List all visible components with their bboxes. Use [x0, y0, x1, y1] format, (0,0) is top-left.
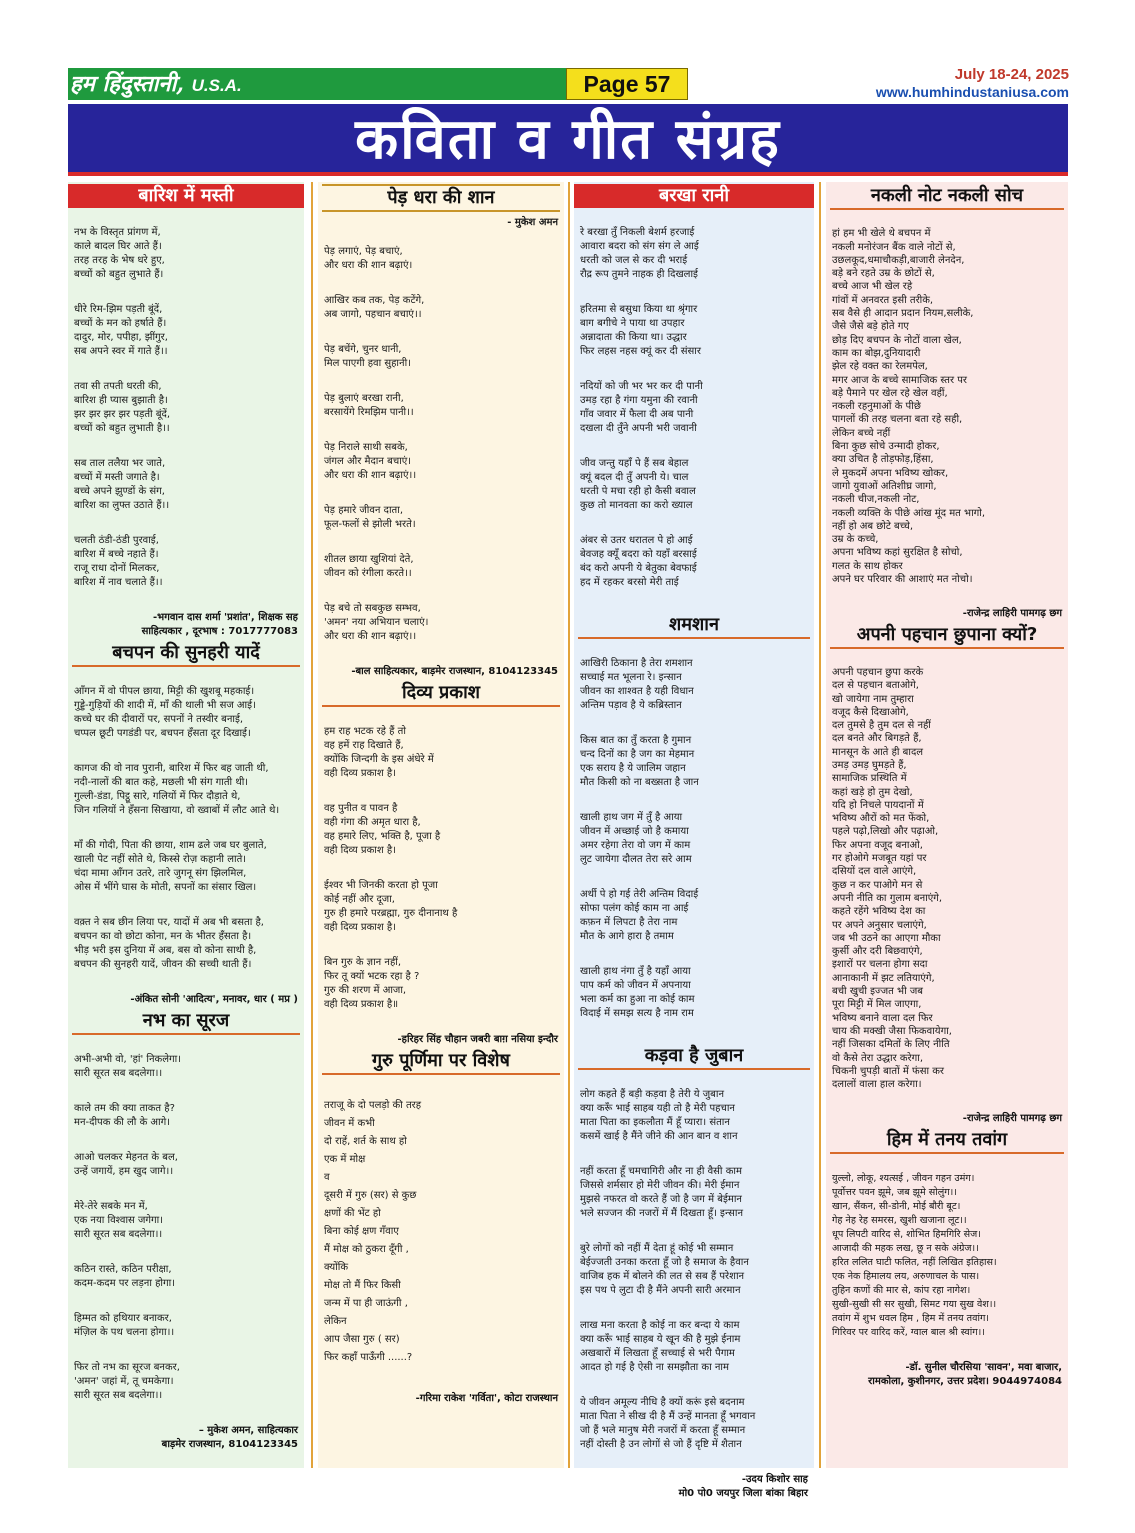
poem-title: गुरु पूर्णिमा पर विशेष	[322, 1049, 560, 1075]
poem-body	[826, 653, 1068, 1112]
poem-author: -अंकित सोनी 'आदित्य', मनावर, धार ( मप्र )	[130, 994, 298, 1005]
poem-author: – मुकेश अमन, साहित्यकार बाड़मेर राजस्थान, 8104123345	[161, 1425, 298, 1450]
masthead-brand	[70, 70, 242, 100]
column-divider	[819, 182, 821, 1468]
stanza: पेड़ हमारे जीवन दाता, फूल-फलों से झोली भरते।	[324, 505, 416, 530]
poem-title: नकली नोट नकली सोच	[830, 184, 1064, 210]
column-4	[826, 182, 1068, 1468]
column-1	[68, 182, 304, 1468]
poem-body	[574, 1074, 814, 1473]
stanza: बुरे लोगों को नहीं मैं देता हूं कोई भी सम्मान बेईज्जती उनका करता हूँ जो है समाज के हैवान वाजिब हक में बोलने की लत से सब हैं परेशान इस पथ पे लुटा दी है मैंने अपनी सारी अरमान	[580, 1243, 749, 1296]
stanza: पेड़ बचे तो सबकुछ सम्भव, 'अमन' नया अभियान चलाएं। और धरा की शान बढ़ाएं।।	[324, 603, 429, 642]
column-divider	[311, 182, 313, 1468]
stanza: आखिर कब तक, पेड़ कटेंगे, अब जागो, पहचान बचाएं।।	[324, 295, 425, 320]
stanza: लाख मना करता है कोई ना कर बन्दा ये काम क्या करूँ भाई साहब ये खून की है मुझे ईनाम अखबारों में लिखता हूँ सच्चाई से भरी पैगाम आदत हो गई है ऐसी ना समझौता का नाम	[580, 1320, 741, 1373]
website-link[interactable]: www.humhindustaniusa.com	[875, 84, 1069, 100]
poem-title: बरखा रानी	[574, 184, 814, 208]
stanza: पेड़ लगाएं, पेड़ बचाएं, और धरा की शान बढ़ाएं।	[324, 246, 413, 271]
stanza: धीरे रिम-झिम पड़ती बूंदें, बच्चों के मन को हर्षाते हैं। दादुर, मोर, पपीहा, झींगुर, सब अपने स्वर में गाते हैं।।	[74, 304, 168, 357]
stanza: वह पुनीत व पावन है वही गंगा की अमृत धारा है, वह हमारे लिए, भक्ति है, पूजा है वही दिव्य प्रकाश है।	[324, 803, 441, 856]
poem-body	[68, 1039, 304, 1424]
stanza: माँ की गोदी, पिता की छाया, शाम ढले जब घर बुलाते, खाली पेट नहीं सोते थे, किस्से रोज़ कहानी लाते। चंदा मामा आँगन उतरे, तारे जुगनू संग झिलमिल, ओस में भींगे घास के मोती, सपनों का संसार खिल।	[74, 840, 267, 893]
stanza: शीतल छाया खुशियां देते, जीवन को रंगीला करते।।	[324, 554, 414, 579]
stanza: तराजू के दो पलड़ो की तरह जीवन में कभी दो राहें, शर्त के साथ हो एक में मोक्ष व दूसरी में गुरु (सर) से कुछ क्षणों की भेंट हो बिना कोई क्षण गँवाए मैं मोक्ष को ठुकरा दूँगी , क्योंकि मोक्ष तो मैं फिर किसी जन्म में पा ही जाऊंगी , लेकिन आप जैसा गुरु ( सर) फिर कहाँ पाऊँगी ......?	[324, 1100, 422, 1363]
stanza: अर्थी पे हो गई तेरी अन्तिम विदाई सोफा पलंग कोई काम ना आई कफ़न में लिपटा है तेरा नाम मौत के आगे हारा है तमाम	[580, 889, 699, 942]
section-banner: कविता व गीत संग्रह	[68, 104, 1068, 176]
poem-title: दिव्य प्रकाश	[322, 681, 560, 707]
poem-author: -डॉ. सुनील चौरसिया 'सावन', मवा बाजार, रामकोला, कुशीनगर, उत्तर प्रदेश। 9044974084	[868, 1361, 1062, 1387]
stanza: किस बात का तुँ करता है गुमान चन्द दिनों का है जग का मेहमान एक सराय है ये जालिम जहान मौत किसी को ना बख्सता है जान	[580, 735, 699, 788]
poem-body	[68, 212, 304, 611]
stanza: नदियों को जी भर भर कर दी पानी उमड़ रहा है गंगा यमुना की रवानी गाँव जवार में फैला दी अब पानी दखला दी तुँने अपनी भरी जवानी	[580, 381, 703, 434]
brand-name: हम हिंदुस्तानी,	[70, 71, 184, 97]
stanza: तवा सी तपती धरती की, बारिश ही प्यास बुझाती है। झर झर झर झर पड़ती बूंदें, बच्चों को बहुत लुभाती है।।	[74, 381, 171, 434]
poem-title: बारिश में मस्ती	[68, 184, 304, 208]
poem-author: -हरिहर सिंह चौहान जबरी बाग़ नसिया इन्दौर	[397, 1034, 558, 1045]
poem-title: शमशान	[578, 613, 810, 639]
stanza: फिर तो नभ का सूरज बनकर, 'अमन' जहां में, तू चमकेगा। सारी सूरत सब बदलेगा।।	[74, 1362, 180, 1401]
poem-body	[826, 1158, 1068, 1361]
poem-title: अपनी पहचान छुपाना क्यों?	[830, 623, 1064, 649]
stanza: लोग कहते हैं बड़ी कड़वा है तेरी ये जुबान क्या करूँ भाई साहब यही तो है मेरी पहचान माता पिता का इकलौता मैं हूँ प्यारा। संतान कसमें खाई है मैंने जीने की आन बान व शान	[580, 1089, 738, 1142]
stanza: आँगन में वो पीपल छाया, मिट्टी की खुशबू महकाई। गुड्डे-गुड़ियों की शादी में, माँ की थाली भी सज आई। कच्चे घर की दीवारों पर, सपनों ने तस्वीर बनाई, चप्पल छूटी पगडंडी पर, बचपन हँसता दूर दिखाई।	[74, 686, 256, 739]
stanza: युल्लो, लोकू, श्यत्सई , जीवन गहन उमंग। पूर्वोत्तर पवन झूमे, जब झूमे सोलुंग।। खान, सैंकन, सी-डोनी, मोई बौरी बूट। गेह नेह रेह समरस, खुशी खजाना लूट।। धूप लिपटी वारिद से, शोभित हिमगिरि सेज। आजादी की महक लख, छू न सके अंग्रेज।। हरित ललित घाटी फलित, नहीं लिखित इतिहास। एक नेक हिमालय लय, अरुणाचल के पास। तुहिन कणों की मार से, कांप रहा नागेश। सुखी-सुखी सी सर सुखी, सिमट गया सुख वेश।। तवांग में शुभ धवल हिम , हिम में तनय तवांग। गिरिवर पर वारिद करें, ग्वाल बाल श्री स्वांग।।	[832, 1172, 997, 1338]
poem-author: -राजेन्द्र लाहिरी पामगढ़ छग	[962, 607, 1062, 619]
poem-title: नभ का सूरज	[72, 1009, 300, 1035]
stanza: चलती ठंडी-ठंडी पुरवाई, बारिश में बच्चे नहाते हैं। राजू राधा दोनों मिलकर, बारिश में नाव चलाते हैं।।	[74, 535, 163, 588]
stanza: काले तम की क्या ताकत है? मन-दीपक की लौ के आगे।	[74, 1103, 175, 1128]
poem-body	[318, 1079, 564, 1392]
poem-author: -राजेन्द्र लाहिरी पामगढ़ छग	[962, 1112, 1062, 1124]
stanza: खाली हाथ जग में तुँ है आया जीवन में अच्छाई जो है कमाया अमर रहेगा तेरा वो जग में काम लुट जायेगा दौलत तेरा सरे आम	[580, 812, 692, 865]
column-2	[318, 182, 564, 1468]
stanza: कागज की वो नाव पुरानी, बारिश में फिर बह जाती थी, नदी-नालों की बात कहे, मछली भी संग गाती थी। गुल्ली-डंडा, पिट्ठू सारे, गलियों में फिर दौड़ाते थे, जिन गलियों ने हँसना सिखाया, वो ख्वाबों में लौट आते थे।	[74, 763, 280, 816]
column-divider	[568, 182, 570, 1468]
poem-body	[68, 671, 304, 993]
page-number: Page 57	[566, 68, 688, 100]
column-3	[574, 182, 814, 1499]
stanza: कठिन रास्ते, कठिन परीक्षा, कदम-कदम पर लड़ना होगा।	[74, 1264, 176, 1289]
poem-title: कड़वा है जुबान	[578, 1044, 810, 1070]
poem-title: हिम में तनय तवांग	[830, 1128, 1064, 1154]
poem-byline: - मुकेश अमन	[507, 217, 558, 228]
stanza: नहीं करता हूँ चमचागिरी और ना ही वैसी काम जिससे शर्मसार हो मेरी जीवन की। मेरी ईमान मुझसे नफरत वो करते हैं जो है जग में बेईमान भले सज्जन की नजरों में मैं दिखता हूँ। इन्सान	[580, 1166, 744, 1219]
poem-author: -गरिमा राकेश 'गर्विता', कोटा राजस्थान	[415, 1393, 558, 1404]
poem-body	[318, 711, 564, 1033]
stanza: नभ के विस्तृत प्रांगण में, काले बादल घिर आते हैं। तरह तरह के भेष धरे हुए, बच्चों को बहुत लुभाते हैं।	[74, 227, 165, 280]
poem-author: -भगवान दास शर्मा 'प्रशांत', शिक्षक सह साहित्यकार , दूरभाष : 7017777083	[141, 612, 298, 637]
poem-body	[318, 231, 564, 665]
stanza: वक़्त ने सब छीन लिया पर, यादों में अब भी बसता है, बचपन का वो छोटा कोना, मन के भीतर हँसता है। भीड़ भरी इस दुनिया में अब, बस वो कोना साथी है, बचपन की सुनहरी यादें, जीवन की सच्ची थाती हैं।	[74, 917, 264, 970]
poem-title: बचपन की सुनहरी यादें	[72, 641, 300, 667]
stanza: पेड़ बुलाएं बरखा रानी, बरसायेंगे रिमझिम पानी।।	[324, 393, 414, 418]
stanza: बिन गुरु के ज्ञान नहीं, फिर तू क्यों भटक रहा है ? गुरु की शरण में आजा, वही दिव्य प्रकाश है॥	[324, 957, 420, 1010]
stanza: आखिरी ठिकाना है तेरा शमशान सच्चाई मत भूलना रे। इन्सान जीवन का शाश्वत है यही विधान अन्तिम पड़ाव है ये कब्रिस्तान	[580, 658, 694, 711]
stanza: हां हम भी खेले थे बचपन में नकली मनोरंजन बैंक वाले नोटों से, उछलकूद,धमाचौकड़ी,बाजारी लेनदेन, बड़े बने रहते उम्र के छोटों से, बच्चे आज भी खेल रहे गांवों में अनवरत इसी तरीके, सब वैसे ही आदान प्रदान नियम,सलीके, जैसे जैसे बड़े होते गए छोड़ दिए बचपन के नोटों वाला खेल, काम का बोझ,दुनियादारी झेल रहे वक्त का रेलमपेल, मगर आज के बच्चे सामाजिक स्तर पर बड़े पैमाने पर खेल रहे खेल वहीं, नकली रहनुमाओं के पीछे पागलों की तरह चलना बता रहे सही, लेकिन बच्चे नहीं बिना कुछ सोचे उन्मादी होकर, क्या उचित है तोड़फोड़,हिंसा, ले मुकदमें अपना भविष्य खोकर, जागो युवाओं अतिशीघ्र जागो, नकली चीज,नकली नोट, नकली व्यक्ति के पीछे आंख मूंद मत भागो, नहीं हो अब छोटे बच्चे, उम्र के कच्चे, अपना भविष्य कहां सुरक्षित है सोचो, गलत के साथ होकर अपने घर परिवार की आशाएं मत नोचो।	[832, 228, 986, 586]
stanza: ये जीवन अमूल्य नीधि है क्यों करूं इसे बदनाम माता पिता ने सीख दी है मैं उन्हें मानता हूँ भगवान जो हैं भले मानुष मेरी नजरों में करता हूँ सम्मान नहीं दोस्ती है उन लोगों से जो हैं दृष्टि में शैतान	[580, 1397, 756, 1450]
stanza: अंबर से उतर धरातल पे हो आई बेवजह क्यूँ बदरा को यहाँ बरसाई बंद करो अपनी ये बेतुका बेवफाई हद में रहकर बरसो मेरी ताई	[580, 535, 697, 588]
issue-date: July 18-24, 2025	[954, 66, 1069, 83]
stanza: हरितमा से बसुधा किया था श्रृंगार बाग बगीचे ने पाया था उपहार अन्नादाता की किया था। उद्धार फिर लहस नहस क्यूं कर दी संसार	[580, 304, 701, 357]
brand-suffix: U.S.A.	[191, 76, 242, 95]
stanza: पेड़ निराले साथी सबके, जंगल और मैदान बचाएं। और धरा की शान बढ़ाएं।।	[324, 442, 417, 481]
stanza: हम राह भटक रहे हैं तो वह हमें राह दिखाते हैं, क्योंकि जिन्दगी के इस अंधेरे में वही दिव्य प्रकाश है।	[324, 726, 434, 779]
stanza: मेरे-तेरे सबके मन में, एक नया विश्वास जगेगा। सारी सूरत सब बदलेगा।।	[74, 1201, 164, 1240]
stanza: ईश्वर भी जिनकी करता हो पूजा कोई नहीं और दूजा, गुरु ही हमारे परब्रह्मा, गुरु दीनानाथ है वही दिव्य प्रकाश है।	[324, 880, 458, 933]
poem-body	[826, 214, 1068, 607]
poem-body	[574, 643, 814, 1042]
poem-author: -उदय किशोर साह मो0 पो0 जयपुर जिला बांका बिहार	[678, 1474, 808, 1499]
poem-author: -बाल साहित्यकार, बाड़मेर राजस्थान, 8104123345	[351, 666, 558, 677]
stanza: रे बरखा तुँ निकली बेशर्म हरजाई आवारा बदरा को संग संग ले आई धरती को जल से कर दी भराई रौद्र रूप तुमने नाहक ही दिखलाई	[580, 227, 699, 280]
stanza: सब ताल तलैया भर जाते, बच्चों में मस्ती जगाते है। बच्चे अपने झुण्डों के संग, बारिश का लुफ्त उठाते हैं।।	[74, 458, 170, 511]
stanza: आओ चलकर मेहनत के बल, उन्हें जगायें, हम खुद जागे।।	[74, 1152, 178, 1177]
stanza: पेड़ बचेंगे, चुनर धानी, मिल पाएगी हवा सुहानी।	[324, 344, 411, 369]
poem-body	[574, 212, 814, 611]
stanza: हिम्मत को हथियार बनाकर, मंज़िल के पथ चलना होगा।।	[74, 1313, 175, 1338]
stanza: अभी-अभी वो, 'हां' निकलेगा। सारी सूरत सब बदलेगा।।	[74, 1054, 182, 1079]
poem-title: पेड़ धरा की शान	[322, 184, 560, 212]
stanza: खाली हाथ नंगा तुँ है यहाँ आया पाप कर्म को जीवन में अपनाया भला कर्म का हुआ ना कोई काम विदाई में समझ सत्य है नाम राम	[580, 966, 695, 1019]
stanza: जीव जन्तु यहाँ पे हैं सब बेहाल क्यूं बदल दी तुँ अपनी ये। चाल धरती पे मचा रही हो कैसी बवाल कुछ तो मानवता का करो ख्याल	[580, 458, 696, 511]
stanza: अपनी पहचान छुपा करके दल से पहचान बताओगे, खो जायेगा नाम तुम्हारा वजूद कैसे दिखाओगे, दल तुमसे है तुम दल से नहीं दल बनते और बिगड़ते हैं, मानसून के आते ही बादल उमड़ उमड़ घुमड़ते हैं, सामाजिक प्रस्थिति में कहां खड़े हो तुम देखो, यदि हो निचले पायदानों में भविष्य औरों को मत फेंको, पहले पढ़ो,लिखो और पढ़ाओ, फिर अपना वजूद बनाओ, गर होओगे मजबूत यहां पर दसियों दल वाले आएंगे, कुछ न कर पाओगे मन से अपनी नीति का गुलाम बनाएंगे, कहते रहेंगे भविष्य देश का पर अपने अनुसार चलाएंगे, जब भी उठने का आएगा मौका कुर्सी और दरी बिछवाएंगे, इशारों पर चलना होगा सदा आनाकानी में झट लतियाएंगे, बची खुची इज्जत भी जब पूरा मिट्टी में मिल जाएगा, भविष्य बनाने वाला दल फिर चाय की मक्खी जैसा फिकवायेगा, नहीं जिसका दमितों के लिए नीति वो कैसे तेरा उद्धार करेगा, चिकनी चुपड़ी बातों में फंसा कर दलालों वाला हाल करेगा।	[832, 666, 952, 1091]
